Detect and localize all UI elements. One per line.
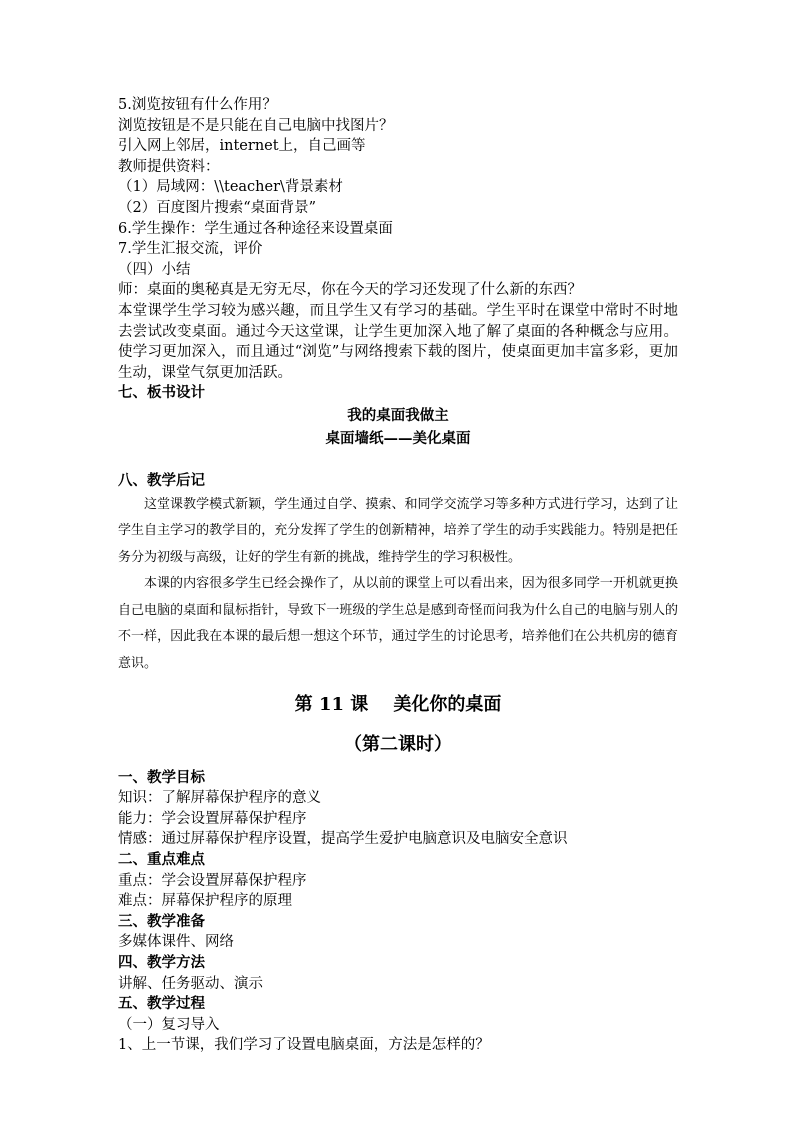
text-line: （2）百度图片搜索“桌面背景” — [118, 199, 317, 216]
text-line: （一）复习导入 — [118, 1016, 220, 1033]
reflection-paragraph: 本课的内容很多学生已经会操作了，从以前的课堂上可以看出来，因为很多同学一开机就更换自己电脑的桌面和鼠标指针，导致下一班级的学生总是感到奇怪而问我为什么自己的电脑与别人的不一样，因此我在本课的最后想一想这个环节，通过学生的讨论思考，培养他们在公共机房的德育意识。 — [118, 576, 678, 672]
text-line: （1）局域网：\\teacher\背景素材 — [118, 179, 343, 196]
text-line: 引入网上邻居，internet上，自己画等 — [118, 138, 366, 155]
section-heading: 七、板书设计 — [118, 384, 205, 402]
text-line: 6.学生操作：学生通过各种途径来设置桌面 — [118, 220, 393, 237]
text-line: 7.学生汇报交流，评价 — [118, 241, 263, 258]
section-heading: 五、教学过程 — [118, 995, 205, 1013]
spacer — [118, 758, 678, 768]
text-line: 教师提供资料： — [118, 158, 220, 175]
text-line: 1、上一节课，我们学习了设置电脑桌面，方法是怎样的？ — [118, 1037, 490, 1054]
text-line: 5.浏览按钮有什么作用？ — [118, 97, 277, 113]
board-subtitle: 桌面墙纸——美化桌面 — [325, 429, 471, 447]
section-heading: 二、重点难点 — [118, 851, 205, 869]
text-line: 浏览按钮是不是只能在自己电脑中找图片？ — [118, 117, 394, 134]
text-line: 多媒体课件、网络 — [118, 934, 234, 951]
text-line: 重点：学会设置屏幕保护程序 — [118, 872, 307, 889]
spacer — [118, 678, 678, 692]
text-line: 讲解、任务驱动、演示 — [118, 975, 263, 992]
section-heading: 八、教学后记 — [118, 471, 205, 489]
text-line: 知识：了解屏幕保护程序的意义 — [118, 790, 321, 807]
spacer — [118, 718, 678, 732]
board-title: 我的桌面我做主 — [347, 406, 449, 424]
document-page — [118, 95, 678, 1056]
text-line: 情感：通过屏幕保护程序设置，提高学生爱护电脑意识及电脑安全意识 — [118, 831, 568, 848]
text-line: 难点：屏幕保护程序的原理 — [118, 893, 292, 910]
section-heading: 一、教学目标 — [118, 768, 205, 786]
reflection-paragraph: 这堂课教学模式新颖，学生通过自学、摸索、和同学交流学习等多种方式进行学习，达到了让学生自主学习的教学目的，充分发挥了学生的创新精神，培养了学生的动手实践能力。特别是把任务分为初级与高级，让好的学生有新的挑战，维持学生的学习积极性。 — [118, 496, 678, 565]
spacer — [118, 450, 678, 471]
text-line: 能力：学会设置屏幕保护程序 — [118, 810, 307, 827]
lesson-title: 第 11 课 美化你的桌面 — [294, 693, 502, 715]
text-line: （四）小结 — [118, 261, 191, 278]
text-line: 师：桌面的奥秘真是无穷无尽，你在今天的学习还发现了什么新的东西？ — [118, 282, 582, 299]
lesson-subtitle: （第二课时） — [344, 733, 452, 755]
section-heading: 三、教学准备 — [118, 912, 205, 930]
section-heading: 四、教学方法 — [118, 954, 205, 971]
summary-paragraph: 本堂课学生学习较为感兴趣，而且学生又有学习的基础。学生平时在课堂中常时不时地去尝试改变桌面。通过今天这堂课，让学生更加深入地了解了桌面的各种概念与应用。使学习更加深入，而且通过“浏览”与网络搜索下载的图片，使桌面更加丰富多彩，更加生动，课堂气氛更加活跃。 — [118, 302, 678, 381]
